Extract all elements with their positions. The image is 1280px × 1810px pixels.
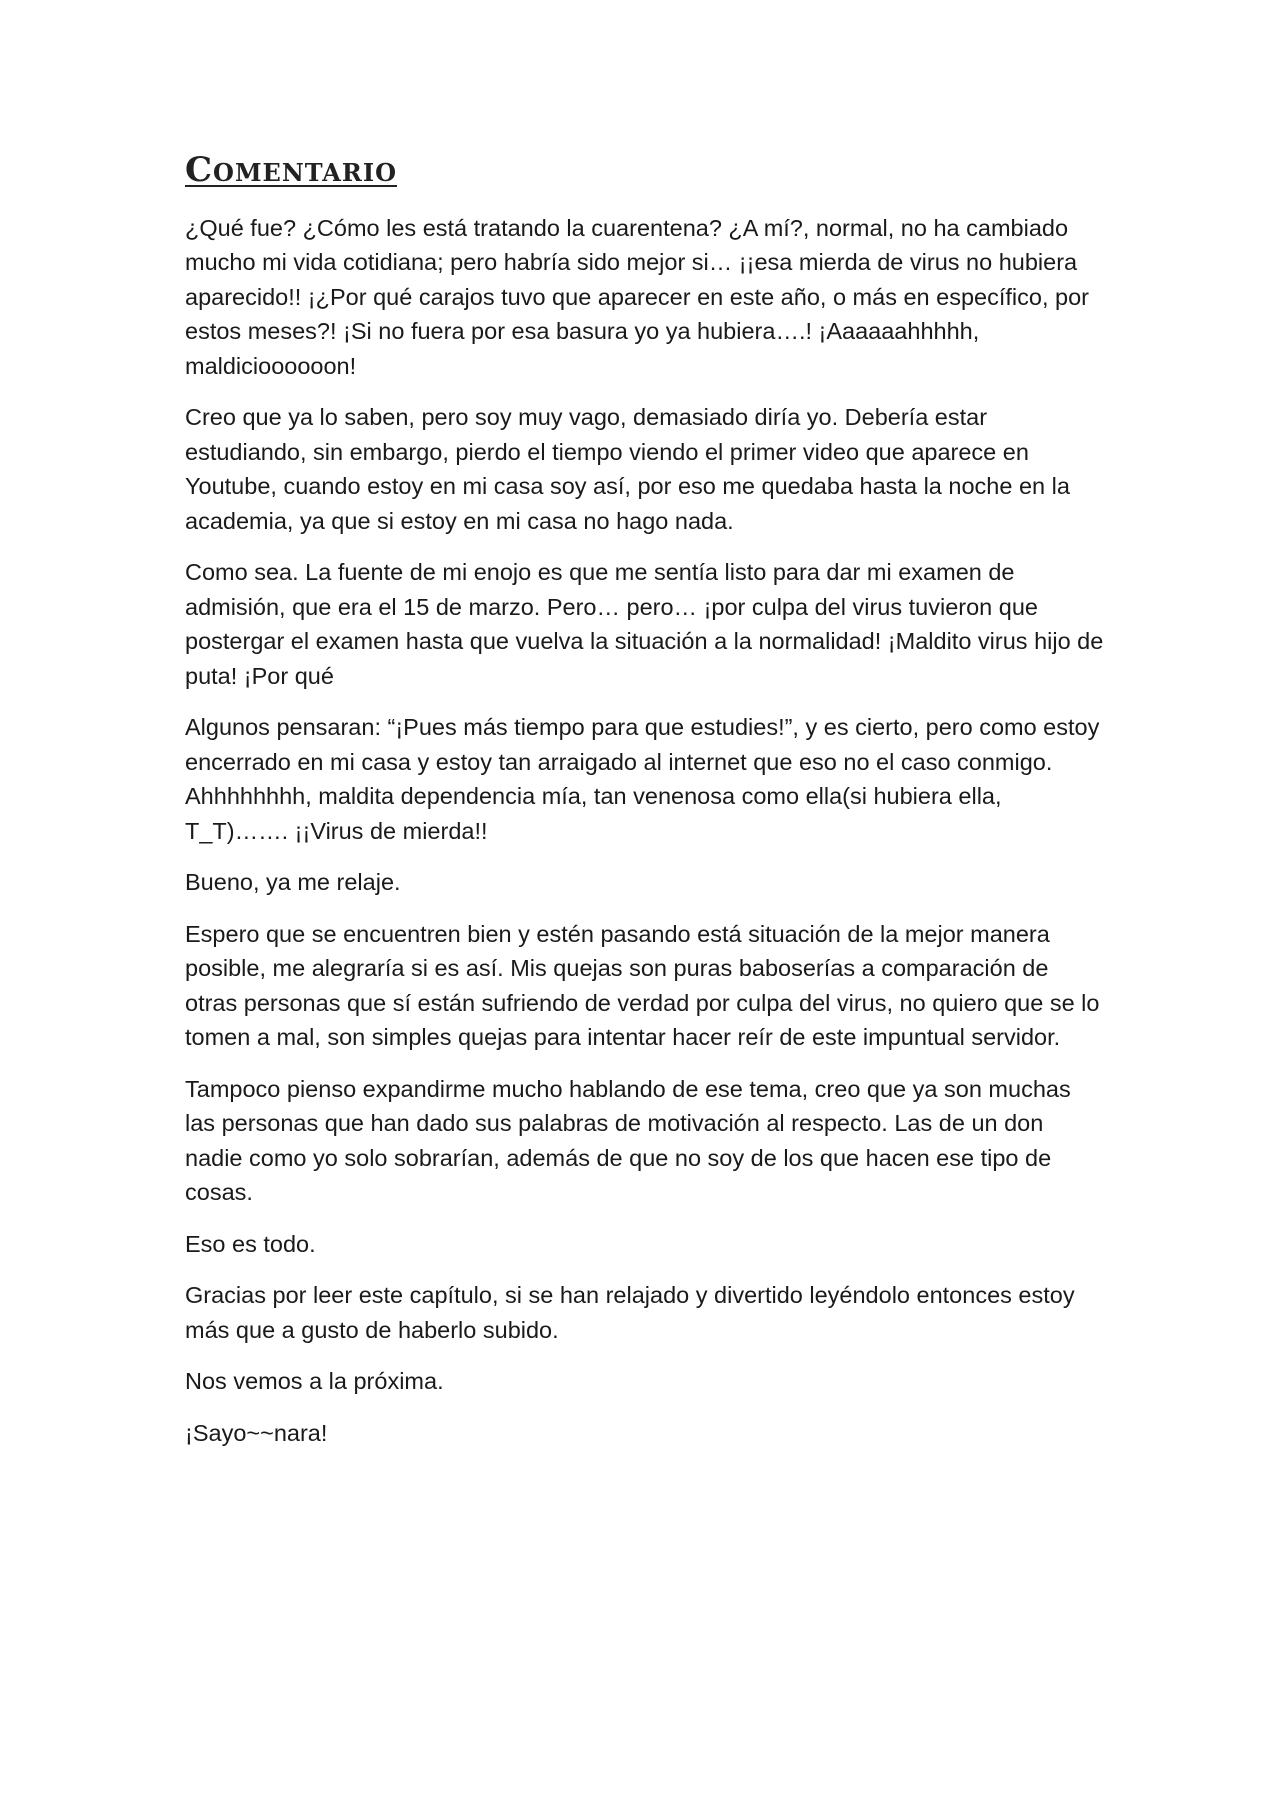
paragraph-5: Bueno, ya me relaje. — [185, 869, 401, 896]
paragraph-11: ¡Sayo~~nara! — [185, 1419, 328, 1446]
paragraph-6: Espero que se encuentren bien y estén pasando está situación de la mejor manera posible, me alegraría si es así. Mis quejas son puras baboserías a comparación de otras personas que sí están sufriendo de verdad por culpa del virus, no quiero que se lo tomen a mal, son simples quejas para intentar hacer reír de este impuntual servidor. — [185, 920, 1100, 1051]
paragraph-3: Como sea. La fuente de mi enojo es que me sentía listo para dar mi examen de admisión, que era el 15 de marzo. Pero… pero… ¡por culpa del virus tuvieron que postergar el examen hasta que vuelva la situación a la normalidad! ¡Maldito virus hijo de puta! ¡Por qué — [185, 559, 1104, 689]
paragraph-10: Nos vemos a la próxima. — [185, 1368, 444, 1395]
page-title: Comentario — [185, 150, 398, 190]
paragraph-1: ¿Qué fue? ¿Cómo les está tratando la cuarentena? ¿A mí?, normal, no ha cambiado mucho mi vida cotidiana; pero habría sido mejor si… ¡¡esa mierda de virus no hubiera aparecido!! ¡¿Por qué carajos tuvo que aparecer en este año, o más en específico, por estos meses?! ¡Si no fuera por esa basura yo ya hubiera….! ¡Aaaaaahhhhh, maldicioooooon! — [185, 214, 1089, 379]
paragraph-2: Creo que ya lo saben, pero soy muy vago, demasiado diría yo. Debería estar estudiando, sin embargo, pierdo el tiempo viendo el primer video que aparece en Youtube, cuando estoy en mi casa soy así, por eso me quedaba hasta la noche en la academia, ya que si estoy en mi casa no hago nada. — [185, 404, 1070, 534]
paragraph-9: Gracias por leer este capítulo, si se han relajado y divertido leyéndolo entonces estoy más que a gusto de haberlo subido. — [185, 1282, 1075, 1343]
document-body — [185, 150, 1105, 1467]
paragraph-4: Algunos pensaran: “¡Pues más tiempo para que estudies!”, y es cierto, pero como estoy encerrado en mi casa y estoy tan arraigado al internet que eso no el caso conmigo. Ahhhhhhhh, maldita dependencia mía, tan venenosa como ella(si hubiera ella, T_T)……. ¡¡Virus de mierda!! — [185, 714, 1100, 844]
paragraph-7: Tampoco pienso expandirme mucho hablando de ese tema, creo que ya son muchas las personas que han dado sus palabras de motivación al respecto. Las de un don nadie como yo solo sobrarían, además de que no soy de los que hacen ese tipo de cosas. — [185, 1075, 1071, 1206]
paragraph-8: Eso es todo. — [185, 1230, 316, 1257]
